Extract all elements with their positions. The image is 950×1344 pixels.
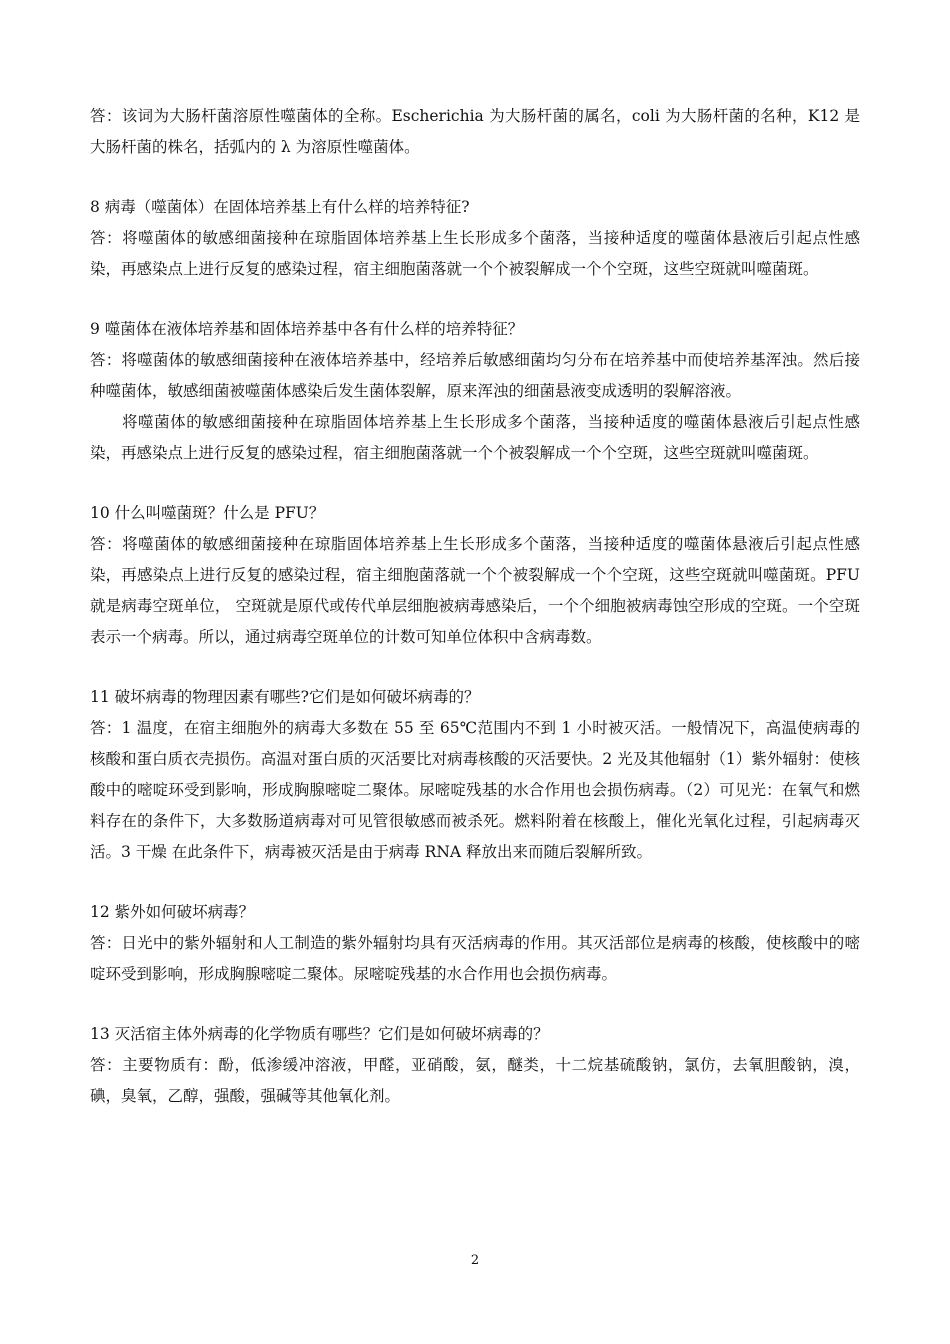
answer-paragraph: 答：日光中的紫外辐射和人工制造的紫外辐射均具有灭活病毒的作用。其灭活部位是病毒的核酸，使核酸中的嘧啶环受到影响，形成胸腺嘧啶二聚体。尿嘧啶残基的水合作用也会损伤病毒。 — [90, 934, 860, 983]
question-heading: 11 破坏病毒的物理因素有哪些?它们是如何破坏病毒的？ — [90, 688, 480, 706]
question-heading: 10 什么叫噬菌斑？什么是 PFU？ — [90, 504, 325, 522]
answer-paragraph: 将噬菌体的敏感细菌接种在琼脂固体培养基上生长形成多个菌落，当接种适度的噬菌体悬液后引起点性感染，再感染点上进行反复的感染过程，宿主细胞菌落就一个个被裂解成一个个空斑，这些空斑就叫噬菌斑。 — [90, 413, 860, 462]
qa-block-8 — [90, 192, 860, 285]
answer-paragraph: 答：将噬菌体的敏感细菌接种在琼脂固体培养基上生长形成多个菌落，当接种适度的噬菌体悬液后引起点性感染，再感染点上进行反复的感染过程，宿主细胞菌落就一个个被裂解成一个个空斑，这些空斑就叫噬菌斑。 — [90, 229, 860, 278]
answer-paragraph: 答：该词为大肠杆菌溶原性噬菌体的全称。Escherichia 为大肠杆菌的属名，coli 为大肠杆菌的名种，K12 是大肠杆菌的株名，括弧内的 λ 为溶原性噬菌体。 — [90, 107, 860, 156]
question-heading: 8 病毒（噬菌体）在固体培养基上有什么样的培养特征? — [90, 198, 470, 216]
question-heading: 13 灭活宿主体外病毒的化学物质有哪些？它们是如何破坏病毒的？ — [90, 1025, 549, 1043]
qa-block-10 — [90, 498, 860, 653]
answer-paragraph: 答：将噬菌体的敏感细菌接种在琼脂固体培养基上生长形成多个菌落，当接种适度的噬菌体悬液后引起点性感染，再感染点上进行反复的感染过程，宿主细胞菌落就一个个被裂解成一个个空斑，这些空斑就叫噬菌斑。PFU 就是病毒空斑单位， 空斑就是原代或传代单层细胞被病毒感染后，一个个细胞被病毒蚀空形成的空斑。一个空斑表示一个病毒。所以，通过病毒空斑单位的计数可知单位体积中含病毒数。 — [90, 535, 860, 646]
answer-block-7 — [90, 101, 860, 163]
qa-block-11 — [90, 682, 860, 868]
page-content — [90, 101, 860, 1141]
qa-block-12 — [90, 897, 860, 990]
qa-block-13 — [90, 1019, 860, 1112]
question-heading: 9 噬菌体在液体培养基和固体培养基中各有什么样的培养特征？ — [90, 320, 524, 338]
question-heading: 12 紫外如何破坏病毒？ — [90, 903, 255, 921]
qa-block-9 — [90, 314, 860, 469]
answer-paragraph: 答：1 温度，在宿主细胞外的病毒大多数在 55 至 65℃范围内不到 1 小时被灭活。一般情况下，高温使病毒的核酸和蛋白质衣壳损伤。高温对蛋白质的灭活要比对病毒核酸的灭活要快。2 光及其他辐射（1）紫外辐射：使核酸中的嘧啶环受到影响，形成胸腺嘧啶二聚体。尿嘧啶残基的水合作用也会损伤病毒。（2）可见光：在氧气和燃料存在的条件下，大多数肠道病毒对可见管很敏感而被杀死。燃料附着在核酸上，催化光氧化过程，引起病毒灭活。3 干燥 在此条件下，病毒被灭活是由于病毒 RNA 释放出来而随后裂解所致。 — [90, 719, 860, 861]
page-number: 2 — [470, 1253, 480, 1268]
answer-paragraph: 答：将噬菌体的敏感细菌接种在液体培养基中，经培养后敏感细菌均匀分布在培养基中而使培养基浑浊。然后接种噬菌体，敏感细菌被噬菌体感染后发生菌体裂解，原来浑浊的细菌悬液变成透明的裂解溶液。 — [90, 351, 860, 400]
answer-paragraph: 答：主要物质有：酚，低渗缓冲溶液，甲醛，亚硝酸，氨，醚类，十二烷基硫酸钠，氯仿，去氧胆酸钠，溴，碘，臭氧，乙醇，强酸，强碱等其他氧化剂。 — [90, 1056, 860, 1105]
